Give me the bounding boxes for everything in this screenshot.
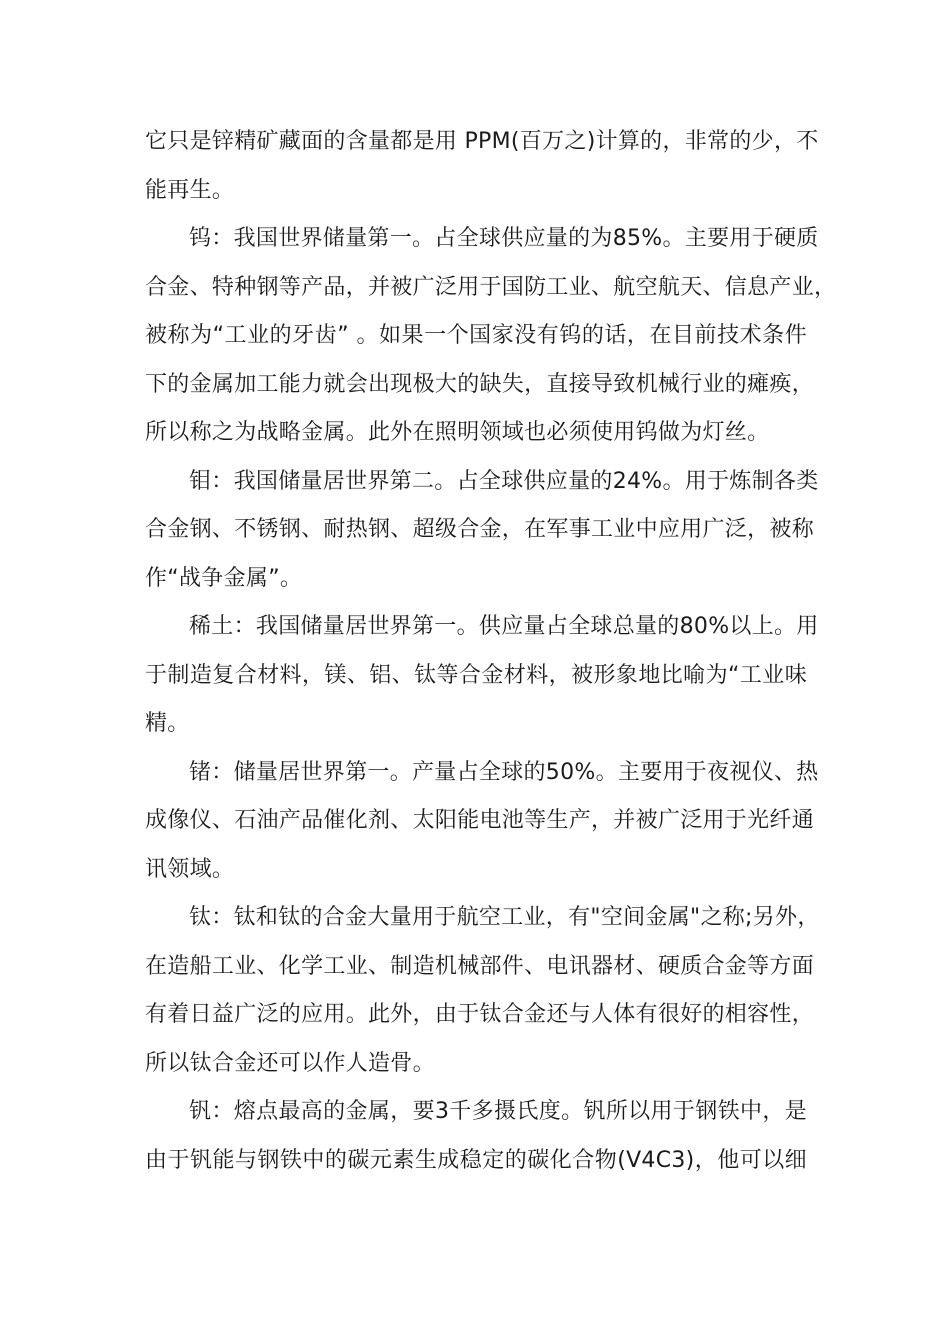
text-line: 钛：钛和钛的合金大量用于航空工业，有"空间金属"之称;另外， [189,905,820,930]
text-line: 能再生。 [145,177,235,203]
text-line: 所以钛合金还可以作人造骨。 [145,1050,435,1076]
text-line: 锗：储量居世界第一。产量占全球的50%。主要用于夜视仪、热 [189,759,819,785]
text-line: 精。 [145,711,190,736]
text-line: 于制造复合材料，镁、铝、钛等合金材料，被形象地比喻为“工业味 [145,662,807,688]
paragraph-tungsten [145,215,837,458]
paragraph-vanadium [145,1088,807,1185]
text-line: 成像仪、石油产品催化剂、太阳能电池等生产，并被广泛用于光纤通 [145,808,815,833]
text-line: 在造船工业、化学工业、制造机械部件、电讯器材、硬质合金等方面 [145,953,815,979]
text-line: 它只是锌精矿藏面的含量都是用 PPM(百万之)计算的，非常的少，不 [145,129,819,154]
text-line: 有着日益广泛的应用。此外，由于钛合金还与人体有很好的相容性， [145,1002,815,1027]
text-line: 稀土：我国储量居世界第一。供应量占全球总量的80%以上。用 [189,614,819,639]
paragraph-germanium [145,749,819,895]
text-line: 所以称之为战略金属。此外在照明领域也必须使用钨做为灯丝。 [145,420,770,445]
text-line: 合金钢、不锈钢、耐热钢、超级合金，在军事工业中应用广泛，被称 [145,517,815,542]
text-line: 作“战争金属”。 [145,565,303,591]
text-line: 合金、特种钢等产品，并被广泛用于国防工业、航空航天、信息产业， [145,274,837,300]
paragraph-zinc-continued [145,118,819,215]
paragraph-titanium [145,894,820,1088]
text-line: 钼：我国储量居世界第二。占全球供应量的24%。用于炼制各类 [189,468,819,494]
paragraph-rare-earth [145,603,819,749]
text-line: 下的金属加工能力就会出现极大的缺失，直接导致机械行业的瘫痪， [145,371,815,397]
text-line: 讯领域。 [145,856,235,882]
document-page [145,118,837,1185]
paragraph-molybdenum [145,458,819,604]
text-line: 被称为“工业的牙齿” 。如果一个国家没有钨的话，在目前技术条件 [145,323,807,348]
text-line: 钨：我国世界储量第一。占全球供应量的为85%。主要用于硬质 [189,226,819,251]
text-line: 钒：熔点最高的金属，要3千多摄氏度。钒所以用于钢铁中，是 [189,1099,807,1124]
text-line: 由于钒能与钢铁中的碳元素生成稳定的碳化合物(V4C3)，他可以细 [145,1147,807,1173]
